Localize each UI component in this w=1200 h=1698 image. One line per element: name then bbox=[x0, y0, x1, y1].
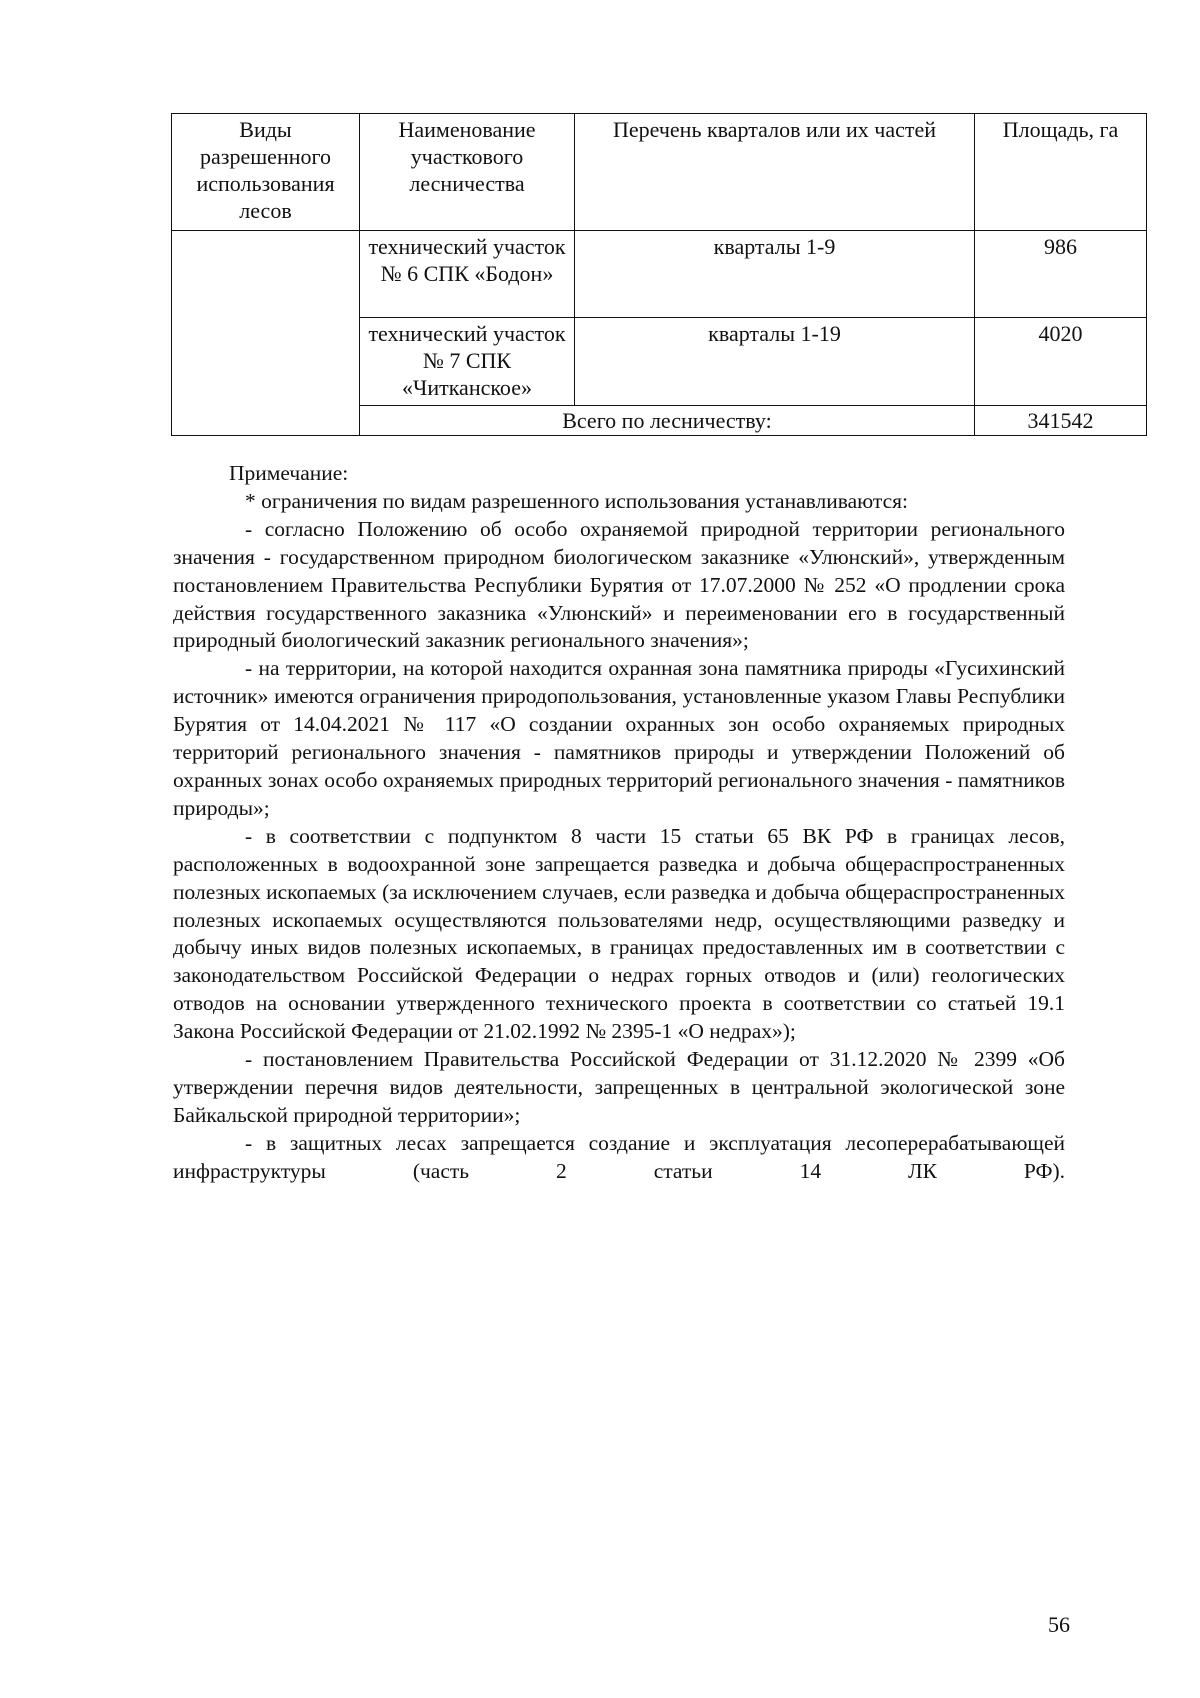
header-forestry-name: Наименование участкового лесничества bbox=[360, 114, 575, 231]
use-type-cell bbox=[172, 231, 360, 436]
note-paragraph: - в соответствии с подпунктом 8 части 15 статьи 65 ВК РФ в границах лесов, расположенных в водоохранной зоне запрещается разведка и добыча общераспространенных полезных ископаемых (за исключением случаев, если разведка и добыча общераспространенных полезных ископаемых осуществляются пользователями недр, осуществляющими разведку и добычу иных видов полезных ископаемых, в границах предоставленных им в соответствии с законодательством Российской Федерации о недрах горных отводов и (или) геологических отводов на основании утвержденного технического проекта в соответствии со статьей 19.1 Закона Российской Федерации от 21.02.1992 № 2395-1 «О недрах»); bbox=[173, 823, 1065, 1044]
note-paragraph: - согласно Положению об особо охраняемой природной территории регионального значения - государственном природном биологическом заказнике «Улюнский», утвержденным постановлением Правительства Республики Бурятия от 17.07.2000 № 252 «О продлении срока действия государственного заказника «Улюнский» и переименовании его в государственный природный биологический заказник регионального значения»; bbox=[173, 516, 1065, 653]
header-use-types: Виды разрешенного использования лесов bbox=[172, 114, 360, 231]
forest-use-table bbox=[171, 113, 1147, 436]
forestry-cell: технический участок № 6 СПК «Бодон» bbox=[360, 231, 575, 318]
note-paragraph: - на территории, на которой находится охранная зона памятника природы «Гусихинский источник» имеются ограничения природопользования, установленные указом Главы Республики Бурятия от 14.04.2021 № 117 «О создании охранных зон особо охраняемых природных территорий регионального значения - памятников природы и утверждении Положений об охранных зонах особо охраняемых природных территорий регионального значения - памятников природы»; bbox=[173, 656, 1065, 820]
total-area: 341542 bbox=[975, 406, 1147, 436]
total-label: Всего по лесничеству: bbox=[360, 406, 975, 436]
quarters-cell: кварталы 1-19 bbox=[575, 318, 975, 406]
note-paragraph: - в защитных лесах запрещается создание и эксплуатация лесоперерабатывающей инфраструктуры (часть 2 статьи 14 ЛК РФ). bbox=[173, 1130, 1065, 1183]
forestry-cell: технический участок № 7 СПК «Читканское» bbox=[360, 318, 575, 406]
header-quarters-list: Перечень кварталов или их частей bbox=[575, 114, 975, 231]
page-number: 56 bbox=[1048, 1612, 1070, 1637]
note-paragraph: * ограничения по видам разрешенного использования устанавливаются: bbox=[245, 488, 908, 513]
header-area: Площадь, га bbox=[975, 114, 1147, 231]
table-header-row bbox=[172, 114, 1147, 231]
area-cell: 4020 bbox=[975, 318, 1147, 406]
notes-section bbox=[173, 460, 1065, 1186]
table-row bbox=[172, 231, 1147, 318]
quarters-cell: кварталы 1-9 bbox=[575, 231, 975, 318]
notes-title: Примечание: bbox=[229, 461, 349, 485]
note-paragraph: - постановлением Правительства Российской Федерации от 31.12.2020 № 2399 «Об утверждении перечня видов деятельности, запрещенных в центральной экологической зоне Байкальской природной территории»; bbox=[173, 1047, 1065, 1127]
area-cell: 986 bbox=[975, 231, 1147, 318]
